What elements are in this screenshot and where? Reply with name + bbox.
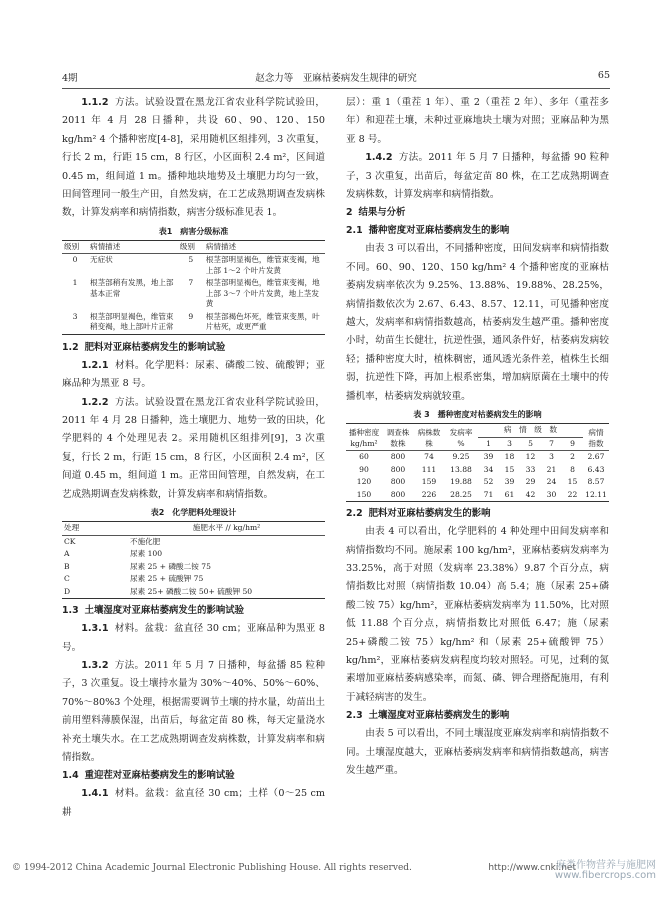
- section-2-heading: 2 结果与分析: [346, 207, 406, 219]
- table-header: 病株数株: [417, 428, 441, 448]
- section-1-2-2: 1.2.2 方法。试验设置在黑龙江省农业科学院试验田，2011 年 4 月 28 日播种，选土壤肥力、地势一致的田块，化学肥料的 4 个处理见表 2。采用随机区组排列[9]，3 次重复，行长 2 m，行距 15 cm，8 行区，小区面积 2.4 m²，区间道 0.45 m，组间道 1 m。正常田间管理，自然发病，在工艺成熟期调查发病株数，计算发病率和病情指数。: [62, 396, 325, 500]
- table-row: 1 根茎部稍有发黑，地上部基本正常 7 根茎部明显褐色，维管束变褐，地上部 3～7 个叶片发黄，地上茎发黄: [72, 278, 320, 309]
- section-1-2-1: 1.2.1 材料。化学肥料：尿素、磷酸二铵、硫酸钾；亚麻品种为黑亚 8 号。: [62, 359, 325, 390]
- table-header: 级别: [64, 241, 80, 251]
- table-row: 3 根茎部明显褐色，维管束稍变褐，地上部叶片正常 9 根茎部褐色坏死，维管束变黑，叶片枯死，或更严重: [62, 311, 325, 335]
- continued-paragraph: 层）：重 1（重茬 1 年）、重 2（重茬 2 年）、多年（重茬多年）和迎茬土壤，未种过亚麻地块土壤为对照；亚麻品种为黑亚 8 号。: [346, 97, 609, 145]
- section-1-4-heading: 1.4 重迎茬对亚麻枯萎病发生的影响试验: [62, 770, 235, 782]
- table-row: C 尿素 25 + 硫酸钾 75: [64, 574, 204, 584]
- page-number: 65: [597, 70, 610, 81]
- issue-number: 4期: [62, 73, 78, 84]
- table-header: 7: [549, 438, 554, 448]
- table-row: CK 不施化肥: [64, 536, 161, 546]
- table-row: 60 800 74 9.25 39 18 12 3 2 2.67: [359, 452, 605, 462]
- table-header: 1: [486, 438, 491, 448]
- header-rule: [62, 88, 610, 89]
- table-header: 9: [570, 438, 575, 448]
- table-3-density-effect: [346, 423, 609, 502]
- table-header: 病 情 级 数: [478, 424, 583, 438]
- section-1-3-2: 1.3.2 方法。2011 年 5 月 7 日播种，每盆播 85 粒种子，3 次重复。设土壤持水量为 30%～40%、50%～60%、70%～80%3 个处理，根据需要调节土壤的持水量，幼苗出土前用塑料薄膜保湿，出苗后，每盆定苗 80 株，每天定量浇水补充土壤失水。在工艺成熟期调查发病株数，计算发病率和病情指数。: [62, 659, 325, 763]
- table-3-caption: 表 3 播种密度对枯萎病发生的影响: [413, 410, 542, 420]
- table-2-caption: 表2 化学肥料处理设计: [150, 508, 237, 518]
- section-1-4-1: 1.4.1 材料。盆栽：盆直径 30 cm；土样（0～25 cm 耕: [62, 788, 325, 818]
- table-1-disease-grading: [62, 240, 325, 335]
- table-row: D 尿素 25+ 磷酸二铵 50+ 硫酸钾 50: [62, 586, 325, 599]
- section-2-1-body: 由表 3 可以看出，不同播种密度，田间发病率和病情指数不同。60、90、120、150 kg/hm² 4 个播种密度的亚麻枯萎病发病率依次为 9.25%、13.88%、19.88%、28.25%，病情指数依次为 2.67、6.43、8.57、12.11，可见播种密度越大，发病率和病情指数越高，枯萎病发生越严重。播种密度小时，幼苗生长健壮，抗逆性强，通风条件好，枯萎病发病较轻；播种密度大时，植株稠密，通风透光条件差，植株生长细弱，抗逆性下降，再加上根系密集，增加病原菌在土壤中的传播机率，枯萎病发病就较重。: [346, 243, 609, 402]
- section-1-2-heading: 1.2 肥料对亚麻枯萎病发生的影响试验: [62, 341, 226, 353]
- table-header: 级别: [179, 241, 195, 251]
- table-header: 调查株数株: [386, 428, 410, 448]
- table-row: 90 800 111 13.88 34 15 33 21 8 6.43: [359, 464, 605, 474]
- table-header: 播种密度 kg/hm²: [348, 428, 380, 448]
- table-1-caption: 表1 病害分级标准: [158, 226, 229, 236]
- copyright-notice: © 1994-2012 China Academic Journal Electronic Publishing House. All rights reserved.: [12, 863, 412, 873]
- table-row: A 尿素 100: [64, 549, 163, 559]
- page-footer: [0, 860, 668, 881]
- table-row: 0 无症状 5 根茎部明显褐色，维管束变褐，地上部 1～2 个叶片发黄: [72, 255, 320, 275]
- cnki-link[interactable]: http://www.cnki.net: [488, 863, 576, 873]
- section-2-3-body: 由表 5 可以看出，不同土壤湿度亚麻发病率和病情指数不同。土壤湿度越大，亚麻枯萎病发病率和病情指数越高，病害发生越严重。: [346, 728, 609, 776]
- watermark: 麻类作物营养与施肥网 www.fibercrops.com: [554, 860, 656, 881]
- table-row: 150 800 226 28.25 71 61 42 30 22 12.11: [346, 489, 609, 502]
- table-header: 病情描述: [90, 241, 121, 251]
- table-header: 处理: [64, 523, 80, 533]
- running-header: [62, 70, 610, 86]
- table-header: 病情指数: [588, 428, 604, 448]
- table-2-fertilizer-design: [62, 521, 325, 599]
- table-header: 3: [507, 438, 512, 448]
- section-1-4-2: 1.4.2 方法。2011 年 5 月 7 日播种，每盆播 90 粒种子，3 次重复，出苗后，每盆定苗 80 株，在工艺成熟期调查发病株数，计算发病率和病情指数。: [346, 152, 609, 201]
- running-title: 赵念力等 亚麻枯萎病发生规律的研究: [255, 73, 417, 84]
- section-2-2-heading: 2.2 肥料对亚麻枯萎病发生的影响: [346, 508, 491, 520]
- table-header: 发病率 %: [449, 428, 473, 448]
- table-header: 施肥水平 // kg/hm²: [192, 523, 261, 533]
- section-2-1-heading: 2.1 播种密度对亚麻枯萎病发生的影响: [346, 225, 510, 237]
- section-1-3-heading: 1.3 土壤湿度对亚麻枯萎病发生的影响试验: [62, 605, 244, 617]
- table-header: 5: [528, 438, 533, 448]
- section-1-3-1: 1.3.1 材料。盆栽：盆直径 30 cm；亚麻品种为黑亚 8 号。: [62, 623, 325, 653]
- section-2-2-body: 由表 4 可以看出，化学肥料的 4 种处理中田间发病率和病情指数均不同。施尿素 100 kg/hm²，亚麻枯萎病发病率为 33.25%，高于对照（发病率 23.38%）9.87 个百分点，病情指数比对照（病情指数 10.04）高 5.4；施（尿素 25+磷酸二铵 75）kg/hm²，亚麻枯萎病发病率为 11.50%，比对照低 11.88 个百分点，病情指数比对照低 6.47；施（尿素 25+磷酸二铵 75）kg/hm² 和（尿素 25+硫酸钾 75）kg/hm²，亚麻枯萎病发病程度均较对照轻。可见，过剩的氮素增加亚麻枯萎病感染率，而氮、磷、钾合理搭配施用，有利于减轻病害的发生。: [346, 526, 609, 703]
- table-header: 病情描述: [205, 241, 237, 251]
- table-row: B 尿素 25 + 磷酸二铵 75: [64, 561, 211, 571]
- section-2-3-heading: 2.3 土壤湿度对亚麻枯萎病发生的影响: [346, 710, 510, 722]
- table-row: 120 800 159 19.88 52 39 29 24 15 8.57: [356, 477, 605, 487]
- left-column: [62, 94, 325, 822]
- right-column: [346, 94, 609, 780]
- section-1-1-2: 1.1.2 方法。试验设置在黑龙江省农业科学院试验田，2011 年 4 月 28 日播种，共设 60、90、120、150 kg/hm² 4 个播种密度[4-8]，采用随机区组排列，3 次重复，行长 2 m，行距 15 cm，8 行区，小区面积 2.4 m²，区间道 0.45 m，组间道 1 m。播种地块地势及土壤肥力均匀一致，田间管理同一般生产田，自然发病，在工艺成熟期调查发病株数，计算发病率和病情指数，病害分级标准见表 1。: [62, 97, 325, 219]
